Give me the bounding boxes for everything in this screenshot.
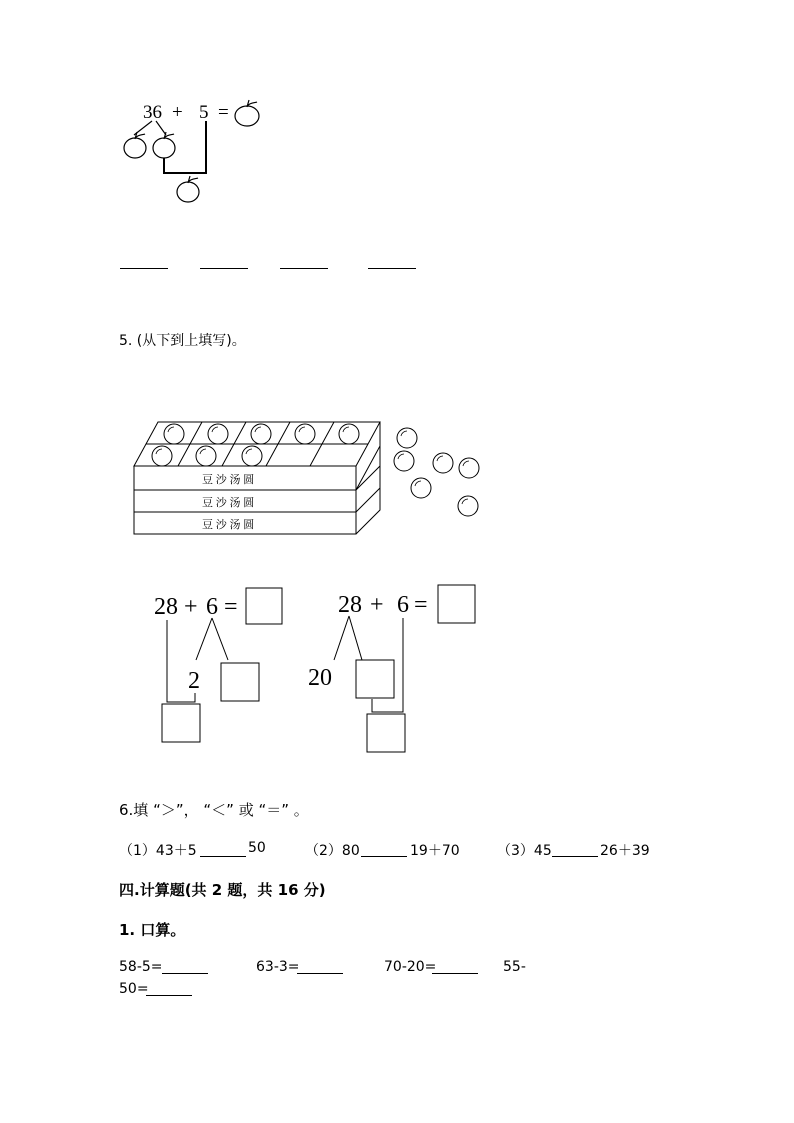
left-split: 2 (188, 668, 200, 694)
left-b: 6 (206, 594, 218, 620)
apple-n2: 5 (199, 102, 209, 123)
question-6-heading: 6.填 “＞”， “＜” 或 “＝” 。 (119, 801, 309, 819)
q6-item-3-right: 26＋39 (600, 843, 650, 859)
q6-item-2-right: 19＋70 (410, 843, 460, 859)
oral-calc-2: 63-3= (256, 959, 300, 975)
answer-box[interactable] (438, 585, 475, 623)
apple-icon (124, 132, 146, 158)
left-eq: = (224, 594, 238, 620)
oral-calc-1: 58-5= (119, 959, 163, 975)
right-split: 20 (308, 665, 332, 691)
oral-calc-blank[interactable] (297, 973, 343, 974)
question-5-heading: 5. (从下到上填写)。 (119, 333, 246, 349)
answer-blank[interactable] (120, 268, 168, 269)
answer-blank[interactable] (280, 268, 328, 269)
apple-n1: 36 (143, 102, 162, 123)
oral-calc-blank[interactable] (432, 973, 478, 974)
right-op: + (370, 592, 384, 618)
apple-op: + (172, 102, 183, 123)
answer-blank[interactable] (368, 268, 416, 269)
section-4-q1-heading: 1. 口算。 (119, 921, 186, 939)
comparison-blank[interactable] (361, 856, 407, 857)
apple-icon (153, 132, 175, 158)
answer-box[interactable] (246, 588, 282, 624)
q6-item-3-label: （3）45 (497, 843, 552, 859)
tangyuan-boxes-illustration (130, 418, 490, 540)
section-4-heading: 四.计算题(共 2 题，共 16 分) (119, 881, 326, 899)
answer-box[interactable] (367, 714, 405, 752)
oral-calc-blank[interactable] (146, 995, 192, 996)
apple-icon (177, 176, 199, 202)
q6-item-1-label: （1）43＋5 (119, 843, 197, 859)
answer-box[interactable] (356, 660, 394, 698)
q6-item-2-label: （2）80 (305, 843, 360, 859)
addition-diagram-left (150, 580, 290, 750)
apple-eq: = (218, 102, 229, 123)
oral-calc-4-cont: 50= (119, 981, 149, 997)
box-label: 豆 沙 汤 圆 (202, 497, 255, 509)
right-eq: = (414, 592, 428, 618)
right-b: 6 (397, 592, 409, 618)
addition-diagram-right (300, 582, 490, 757)
box-label: 豆 沙 汤 圆 (202, 474, 255, 486)
oral-calc-3: 70-20= (384, 959, 437, 975)
box-label: 豆 沙 汤 圆 (202, 519, 255, 531)
oral-calc-4: 55- (503, 959, 526, 975)
answer-box[interactable] (221, 663, 259, 701)
answer-blank[interactable] (200, 268, 248, 269)
left-a: 28 (154, 594, 178, 620)
apple-decomposition-diagram (110, 95, 290, 210)
answer-box[interactable] (162, 704, 200, 742)
q6-item-1-right: 50 (248, 840, 266, 856)
right-a: 28 (338, 592, 362, 618)
oral-calc-blank[interactable] (162, 973, 208, 974)
comparison-blank[interactable] (552, 856, 598, 857)
left-op: + (184, 594, 198, 620)
comparison-blank[interactable] (200, 856, 246, 857)
apple-icon (235, 100, 259, 126)
